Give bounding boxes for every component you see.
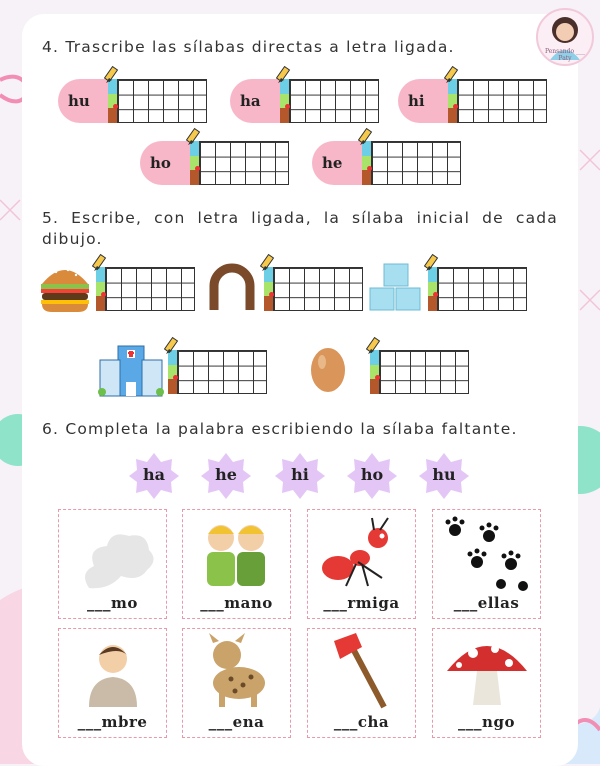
start-dot — [101, 292, 106, 297]
word-card-mushroom — [432, 628, 541, 738]
writing-grid[interactable] — [105, 267, 195, 311]
syllable-label: hi — [408, 92, 425, 110]
pencil-icon — [186, 127, 206, 147]
syllable-option-ho — [346, 452, 398, 500]
hyena-icon — [183, 633, 292, 713]
syllable-pill — [140, 141, 190, 185]
word-card-paw-prints — [432, 509, 541, 619]
egg-icon — [308, 342, 348, 394]
pencil-icon — [358, 127, 378, 147]
word-card-hyena — [182, 628, 291, 738]
writing-grid[interactable] — [117, 79, 207, 123]
hospital-icon — [98, 342, 164, 398]
horseshoe-icon — [206, 262, 258, 312]
card-word[interactable]: ___ellas — [453, 594, 520, 612]
syllable-option-hu — [418, 452, 470, 500]
pencil-icon — [92, 253, 112, 273]
syllable-pill — [230, 79, 280, 123]
start-dot — [367, 166, 372, 171]
section6-heading: 6. Completa la palabra escribiendo la sílaba faltante. — [42, 420, 518, 438]
syllable-label: hu — [68, 92, 90, 110]
color-guide — [168, 350, 177, 394]
color-guide — [370, 350, 379, 394]
start-dot — [269, 292, 274, 297]
mushroom-icon — [433, 631, 542, 711]
section5-heading: 5. Escribe, con letra ligada, la sílaba inicial de cada dibujo. — [42, 209, 558, 248]
syllable-pill — [58, 79, 108, 123]
syllable-label: ha — [240, 92, 261, 110]
word-card-man — [58, 628, 167, 738]
writing-grid[interactable] — [371, 141, 461, 185]
card-word[interactable]: ___mano — [200, 594, 273, 612]
word-card-axe — [307, 628, 416, 738]
smoke-icon — [59, 518, 168, 598]
color-guide — [280, 79, 289, 123]
card-word[interactable]: ___ngo — [458, 713, 515, 731]
color-guide — [96, 267, 105, 311]
pencil-icon — [164, 336, 184, 356]
syllable-option-he — [200, 452, 252, 500]
option-label: he — [215, 465, 237, 484]
ant-icon — [308, 516, 417, 596]
start-dot — [433, 292, 438, 297]
word-card-ant — [307, 509, 416, 619]
syllable-option-hi — [274, 452, 326, 500]
writing-grid[interactable] — [177, 350, 267, 394]
pencil-icon — [424, 253, 444, 273]
card-word[interactable]: ___mo — [87, 594, 138, 612]
color-guide — [108, 79, 117, 123]
start-dot — [113, 104, 118, 109]
man-icon — [59, 635, 168, 715]
color-guide — [190, 141, 199, 185]
author-logo — [536, 8, 594, 66]
hamburger-icon — [38, 262, 92, 314]
option-label: ha — [143, 465, 165, 484]
color-guide — [448, 79, 457, 123]
option-label: ho — [360, 465, 384, 484]
writing-grid[interactable] — [273, 267, 363, 311]
brothers-icon — [183, 516, 292, 596]
card-word[interactable]: ___mbre — [77, 713, 148, 731]
pencil-icon — [366, 336, 386, 356]
option-label: hi — [291, 465, 309, 484]
start-dot — [195, 166, 200, 171]
ice-icon — [366, 262, 428, 314]
syllable-option-ha — [128, 452, 180, 500]
syllable-pill — [312, 141, 362, 185]
start-dot — [173, 375, 178, 380]
color-guide — [264, 267, 273, 311]
color-guide — [362, 141, 371, 185]
writing-grid[interactable] — [437, 267, 527, 311]
writing-grid[interactable] — [289, 79, 379, 123]
syllable-pill — [398, 79, 448, 123]
card-word[interactable]: ___cha — [333, 713, 390, 731]
option-label: hu — [432, 465, 456, 484]
paw-prints-icon — [433, 514, 542, 594]
word-card-brothers — [182, 509, 291, 619]
card-word[interactable]: ___ena — [208, 713, 265, 731]
card-word[interactable]: ___rmiga — [323, 594, 400, 612]
axe-icon — [308, 633, 417, 713]
color-guide — [428, 267, 437, 311]
pencil-icon — [444, 65, 464, 85]
pencil-icon — [276, 65, 296, 85]
section4-heading: 4. Trascribe las sílabas directas a letra ligada. — [42, 38, 455, 56]
writing-grid[interactable] — [457, 79, 547, 123]
logo-caption: Pensando ___ Paty — [544, 48, 586, 62]
pencil-icon — [260, 253, 280, 273]
writing-grid[interactable] — [379, 350, 469, 394]
start-dot — [375, 375, 380, 380]
start-dot — [285, 104, 290, 109]
start-dot — [453, 104, 458, 109]
syllable-label: he — [322, 154, 343, 172]
word-card-smoke — [58, 509, 167, 619]
syllable-label: ho — [150, 154, 171, 172]
pencil-icon — [104, 65, 124, 85]
writing-grid[interactable] — [199, 141, 289, 185]
